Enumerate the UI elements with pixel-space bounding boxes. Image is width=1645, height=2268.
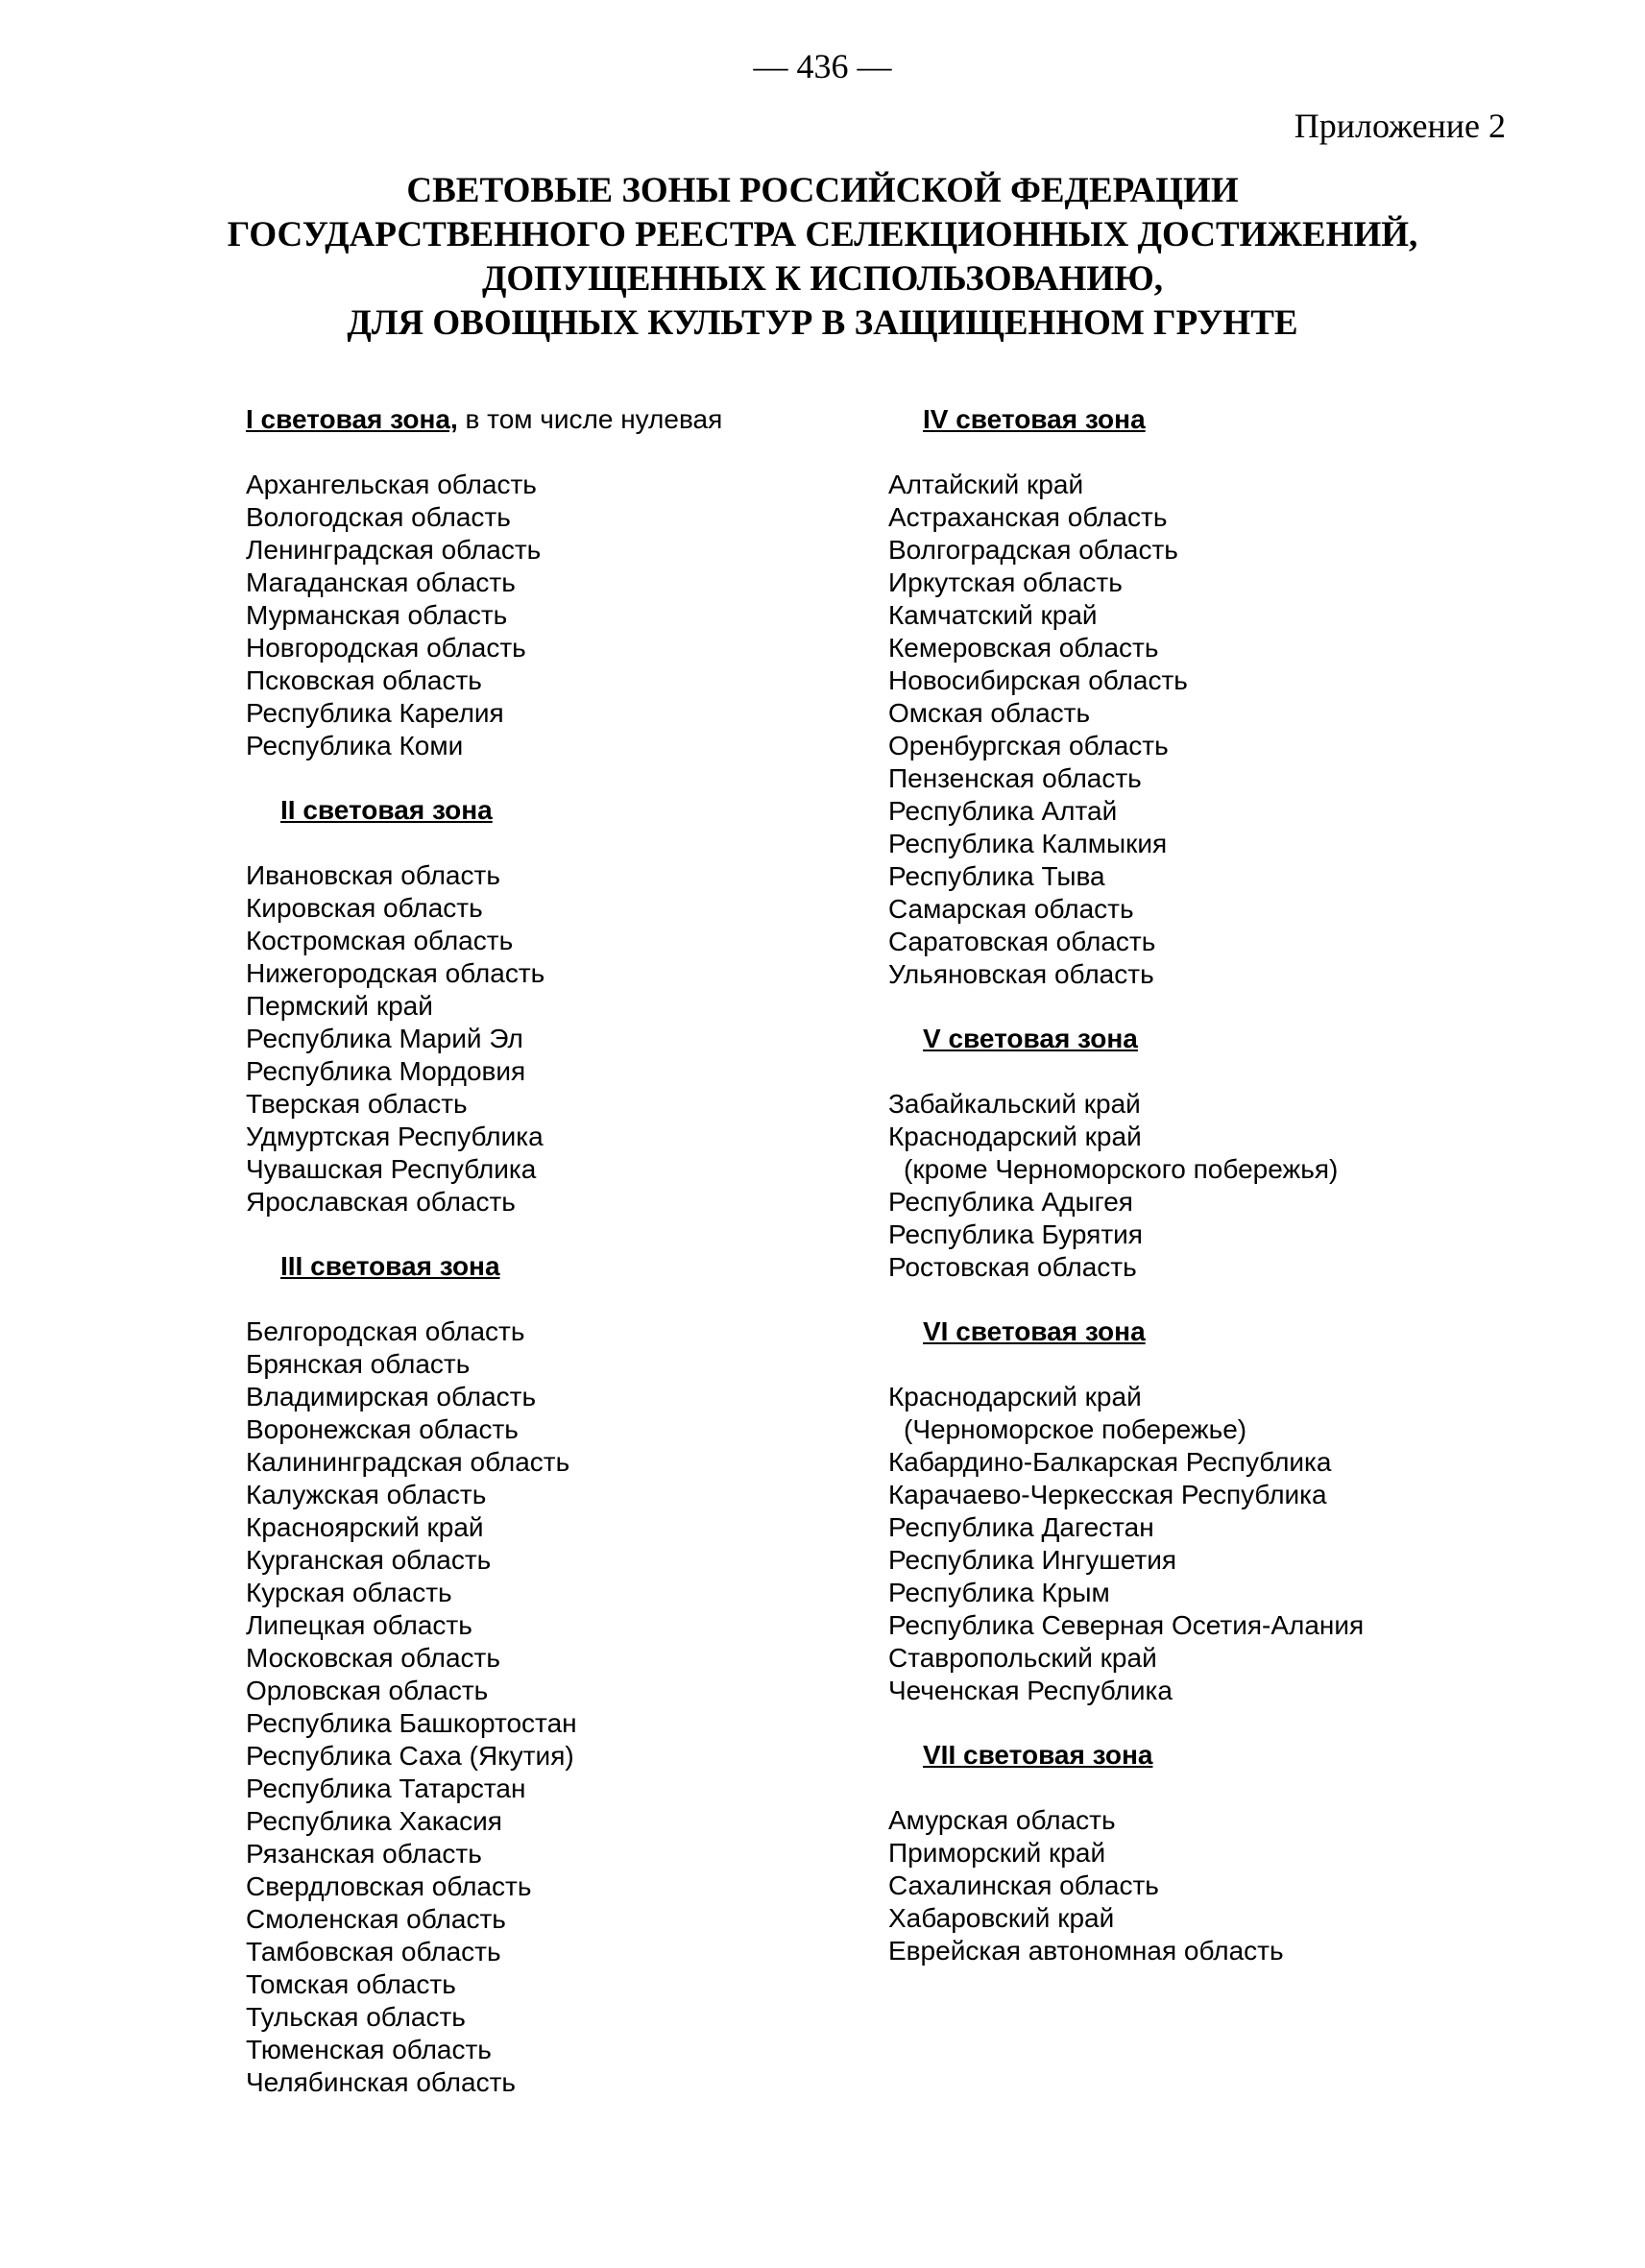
region-item: Республика Коми (246, 731, 464, 760)
zone-6-list (888, 1381, 1541, 1707)
title-line: ДЛЯ ОВОЩНЫХ КУЛЬТУР В ЗАЩИЩЕННОМ ГРУНТЕ (347, 303, 1298, 343)
region-item: Новосибирская область (888, 665, 1188, 695)
zone-5-heading (888, 1023, 1541, 1055)
region-item: Чувашская Республика (246, 1154, 537, 1184)
region-item: Республика Северная Осетия-Алания (888, 1610, 1365, 1640)
appendix-label: Приложение 2 (1294, 107, 1506, 145)
right-column (888, 403, 1541, 1967)
region-item: Курганская область (246, 1545, 492, 1575)
region-item: Приморский край (888, 1838, 1106, 1868)
region-item: Оренбургская область (888, 731, 1169, 760)
region-item: Томская область (246, 1969, 456, 1999)
region-item: Челябинская область (246, 2067, 516, 2097)
zone-1-list (246, 469, 784, 762)
region-item: Камчатский край (888, 600, 1098, 630)
zone-4-heading (888, 403, 1541, 436)
region-item: Республика Крым (888, 1578, 1110, 1607)
zone-4-list (888, 469, 1541, 991)
region-item: Орловская область (246, 1676, 489, 1705)
region-item: Республика Мордовия (246, 1056, 526, 1086)
region-item: Вологодская область (246, 502, 511, 532)
region-item: Республика Карелия (246, 698, 504, 728)
region-item: Магаданская область (246, 567, 516, 597)
region-item: Забайкальский край (888, 1089, 1141, 1119)
region-item: Рязанская область (246, 1839, 482, 1869)
region-item: Ивановская область (246, 860, 500, 890)
region-item: Пермский край (246, 991, 433, 1021)
region-item: Ростовская область (888, 1252, 1137, 1282)
region-item: Белгородская область (246, 1316, 525, 1346)
zone-1-heading (246, 403, 784, 436)
region-item: Краснодарский край (888, 1122, 1142, 1151)
region-item: Тамбовская область (246, 1937, 501, 1966)
region-item: Чеченская Республика (888, 1676, 1173, 1705)
left-column (246, 403, 784, 2099)
region-item: Хабаровский край (888, 1903, 1115, 1933)
zone-heading-text: I световая зона, (246, 404, 458, 434)
title-line: ДОПУЩЕННЫХ К ИСПОЛЬЗОВАНИЮ, (481, 259, 1164, 299)
region-item: Владимирская область (246, 1382, 537, 1411)
zone-3-heading (246, 1250, 784, 1283)
document-title (0, 169, 1645, 346)
region-item: Брянская область (246, 1349, 471, 1379)
region-item: Республика Тыва (888, 861, 1105, 891)
region-item: Ленинградская область (246, 535, 542, 565)
region-item: Республика Саха (Якутия) (246, 1741, 574, 1771)
zone-3-list (246, 1315, 784, 2099)
zone-7-list (888, 1804, 1541, 1967)
zone-2-list (246, 859, 784, 1218)
region-item: Тверская область (246, 1089, 468, 1119)
region-item: Кировская область (246, 893, 483, 923)
region-item: Мурманская область (246, 600, 508, 630)
region-item: Курская область (246, 1578, 452, 1607)
zone-heading-text: IV световая зона (923, 404, 1146, 434)
zone-heading-text: V световая зона (923, 1024, 1138, 1053)
region-item: Тюменская область (246, 2035, 492, 2064)
region-item: Республика Татарстан (246, 1773, 526, 1803)
region-item: Удмуртская Республика (246, 1122, 544, 1151)
region-item: Республика Ингушетия (888, 1545, 1177, 1575)
zone-6-heading (888, 1315, 1541, 1348)
region-item: Смоленская область (246, 1904, 506, 1934)
region-item: Алтайский край (888, 470, 1084, 499)
zone-2-heading (246, 794, 784, 827)
region-item: Сахалинская область (888, 1870, 1159, 1900)
zone-heading-text: III световая зона (280, 1251, 500, 1281)
region-item: Архангельская область (246, 470, 537, 499)
region-item: Волгоградская область (888, 535, 1178, 565)
zone-5-list (888, 1088, 1541, 1284)
region-item: (кроме Черноморского побережья) (904, 1154, 1339, 1184)
region-item: Республика Адыгея (888, 1187, 1133, 1217)
region-item: Кабардино-Балкарская Республика (888, 1447, 1332, 1477)
region-item: Республика Алтай (888, 796, 1118, 826)
region-item: Костромская область (246, 926, 514, 955)
region-item: Нижегородская область (246, 958, 545, 988)
region-item: Саратовская область (888, 927, 1156, 956)
region-item: Республика Марий Эл (246, 1024, 523, 1053)
region-item: Омская область (888, 698, 1091, 728)
region-item: Астраханская область (888, 502, 1168, 532)
region-item: Иркутская область (888, 567, 1123, 597)
region-item: Липецкая область (246, 1610, 472, 1640)
region-item: Воронежская область (246, 1414, 519, 1444)
region-item: Краснодарский край (888, 1382, 1142, 1411)
region-item: Псковская область (246, 665, 482, 695)
region-item: Республика Калмыкия (888, 829, 1168, 858)
region-item: Калининградская область (246, 1447, 570, 1477)
region-item: Республика Хакасия (246, 1806, 502, 1836)
title-line: СВЕТОВЫЕ ЗОНЫ РОССИЙСКОЙ ФЕДЕРАЦИИ (406, 171, 1239, 210)
region-item: Карачаево-Черкесская Республика (888, 1480, 1327, 1509)
page-number: — 436 — (753, 47, 892, 85)
zone-heading-note: в том числе нулевая (457, 404, 723, 434)
zone-heading-text: VII световая зона (923, 1740, 1153, 1770)
region-item: Калужская область (246, 1480, 487, 1509)
zone-heading-text: II световая зона (280, 795, 493, 825)
zone-7-heading (888, 1739, 1541, 1772)
region-item: Московская область (246, 1643, 500, 1673)
region-item: Республика Башкортостан (246, 1708, 577, 1738)
region-item: Республика Бурятия (888, 1219, 1143, 1249)
region-item: Ульяновская область (888, 959, 1154, 989)
region-item: Ставропольский край (888, 1643, 1157, 1673)
region-item: Еврейская автономная область (888, 1936, 1284, 1966)
zone-heading-text: VI световая зона (923, 1316, 1146, 1346)
title-line: ГОСУДАРСТВЕННОГО РЕЕСТРА СЕЛЕКЦИОННЫХ ДОСТИЖЕНИЙ, (227, 215, 1418, 254)
region-item: Свердловская область (246, 1871, 532, 1901)
region-item: Пензенская область (888, 763, 1142, 793)
region-item: Тульская область (246, 2002, 466, 2032)
region-item: Ярославская область (246, 1187, 516, 1217)
region-item: Красноярский край (246, 1512, 484, 1542)
region-item: Амурская область (888, 1805, 1116, 1835)
region-item: Самарская область (888, 894, 1134, 924)
region-item: (Черноморское побережье) (904, 1414, 1247, 1444)
region-item: Кемеровская область (888, 633, 1159, 663)
region-item: Новгородская область (246, 633, 526, 663)
region-item: Республика Дагестан (888, 1512, 1154, 1542)
